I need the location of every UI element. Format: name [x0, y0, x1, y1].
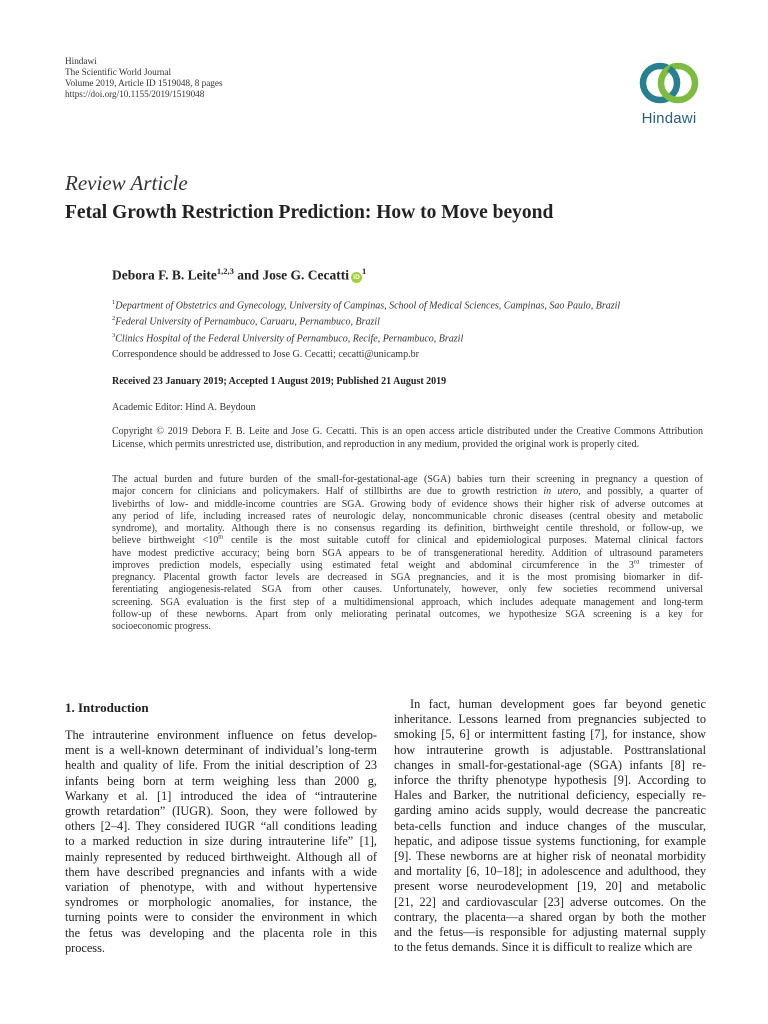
author-conjunction: and [233, 267, 263, 283]
orcid-icon[interactable]: iD [351, 272, 362, 283]
body-text-line: beta-cells function and induce changes of the muscular, [394, 818, 706, 833]
affiliation-text: Department of Obstetrics and Gynecology, University of Campinas, School of Medical Sciences, Campinas, Sao Paulo, Brazil [115, 300, 621, 312]
affiliation-item [112, 329, 732, 345]
body-text-line: variation of phenotype, with and without hypertensive [65, 880, 377, 895]
logo-word: Hindawi [641, 110, 697, 127]
body-text-line: present worse neurodevelopment [19, 20] and metabolic [394, 879, 706, 894]
affiliation-marker: 1 [112, 299, 116, 306]
publication-dates: Received 23 January 2019; Accepted 1 August 2019; Published 21 August 2019 [112, 376, 447, 387]
hindawi-logo-icon [638, 58, 700, 108]
abstract-line: ferentiating angiogenesis-related SGA from other causes. Unfortunately, however, only few societies recommend universal [112, 584, 703, 596]
body-text-line: inforce the thrifty phenotype hypothesis [9]. According to [394, 773, 706, 788]
affiliations [112, 296, 732, 345]
affiliation-marker: 2 [112, 315, 116, 323]
body-text-line: them have described pregnancies and infants with a wide [65, 864, 377, 879]
author-name[interactable]: Debora F. B. Leite [112, 267, 217, 283]
body-text-line: growth retardation” (IUGR). Soon, they were followed by [65, 804, 377, 819]
author-affiliation-marker: 1 [362, 266, 367, 276]
affiliation-item [112, 312, 732, 328]
abstract-line: The actual burden and future burden of the small-for-gestational-age (SGA) babies turn their screening in pregnancy a question of [112, 474, 703, 485]
body-text-line: hepatic, and adipose tissue systems functioning, for example [394, 833, 706, 848]
abstract-line: follow-up of these newborns. Apart from only meliorating perinatal outcomes, we hypothesize SGA screening is a key for [112, 608, 703, 620]
body-text-line: process. [65, 940, 105, 955]
copyright-notice: Copyright © 2019 Debora F. B. Leite and Jose G. Cecatti. This is an open access article distributed under the Creative Commons Attribution License, which permits unrestricted use, distribution, and reproduction in any medium, provided the original work is properly cited. [112, 426, 703, 450]
body-text-line: inheritance. Lessons learned from pregnancies subjected to [394, 712, 706, 727]
volume-info: Volume 2019, Article ID 1519048, 8 pages [65, 78, 223, 88]
correspondence: Correspondence should be addressed to Jose G. Cecatti; cecatti@unicamp.br [112, 349, 419, 360]
body-text-line: others [2–4]. They considered IUGR “all conditions leading [65, 819, 377, 834]
author-name[interactable]: Jose G. Cecatti [262, 267, 350, 283]
body-text-line: to a marked reduction in size during intrauterine life” [1], [65, 834, 377, 849]
body-text-line: turning points were to consider the environment in which [65, 910, 377, 925]
journal-meta [65, 56, 223, 100]
affiliation-text: Clinics Hospital of the Federal University of Pernambuco, Recife, Pernambuco, Brazil [115, 332, 464, 344]
body-text-line: ment is a well-known determinant of individual’s long-term [65, 743, 377, 758]
abstract-line: pregnancy. Placental growth factor levels are decreased in SGA pregnancies, and it is the most promising biomarker in dif- [112, 572, 703, 583]
abstract-line: socioeconomic progress. [112, 621, 211, 632]
academic-editor: Academic Editor: Hind A. Beydoun [112, 402, 256, 413]
body-text-line: smoking [5, 6] or intermittent fasting [7], for instance, show [394, 727, 706, 742]
publisher-name: Hindawi [65, 56, 97, 66]
body-text-line: Hales and Barker, the nutritional deficiency, especially re- [394, 788, 706, 803]
section-heading: 1. Introduction [65, 700, 149, 715]
article-title: Fetal Growth Restriction Prediction: How to Move beyond [65, 202, 554, 223]
hindawi-logo [630, 58, 708, 138]
body-text-line: and mortality [6, 10–18]; in adolescence and adulthood, they [394, 864, 706, 879]
body-column-left [65, 697, 377, 956]
body-text-line: the fetus was developing and the placenta role in this [65, 925, 377, 940]
body-text-line: how intrauterine growth is adjustable. Posttranslational [394, 742, 706, 757]
affiliation-text: Federal University of Pernambuco, Caruaru, Pernambuco, Brazil [115, 316, 380, 328]
body-text-line: [21, 22] and cardiovascular [23] adverse outcomes. On the [394, 894, 706, 909]
body-text-line: In fact, human development goes far beyond genetic [410, 697, 706, 711]
body-text-line: syndromes or morphologic anomalies, for instance, the [65, 895, 377, 910]
affiliation-item [112, 296, 732, 312]
abstract-line: major concern for clinicians and policymakers. Half of stillbirths are due to growth restriction in utero, and possibly, a quarter of [112, 486, 703, 498]
abstract-line: improves prediction models, especially using estimated fetal weight and abdominal circumference in the 3rd trimester of [112, 559, 703, 571]
body-text-line: contrary, the placenta—a shared organ by both the mother [394, 909, 706, 924]
body-text-line: and the fetus—is responsible for adjusting maternal supply [394, 925, 706, 940]
body-text-line: health and quality of life. From the initial description of 23 [65, 758, 377, 773]
abstract-line: syndrome), and mortality. Although there is no consensus regarding its definition, birthweight centile threshold, or follow-up, we [112, 523, 703, 534]
body-text-line: Warkany et al. [1] introduced the idea of “intrauterine [65, 788, 377, 803]
doi-link[interactable]: https://doi.org/10.1155/2019/1519048 [65, 89, 205, 99]
abstract [112, 474, 703, 633]
abstract-line: believe birthweight <10th centile is the most suitable cutoff for clinical and epidemiological purposes. Maternal clinical factors [112, 535, 703, 547]
body-text-line: garding amino acids supply, would decrease the pancreatic [394, 803, 706, 818]
body-text-line: infants being born at term weighing less than 2000 g, [65, 773, 377, 788]
abstract-line: screening. SGA evaluation is the first step of a multidimensional approach, which includes adequate management and long-term [112, 596, 703, 608]
body-column-right [394, 697, 706, 955]
article-type: Review Article [65, 171, 188, 195]
body-text-line: mainly represented by reduced birthweight. Although all of [65, 849, 377, 864]
body-text-line: to the fetus demands. Since it is difficult to realize which are [394, 940, 693, 955]
body-text-line: The intrauterine environment influence on fetus develop- [65, 728, 377, 742]
affiliation-marker: 3 [112, 331, 116, 339]
body-text-line: changes in small-for-gestational-age (SGA) infants [8] re- [394, 757, 706, 772]
author-list [112, 266, 366, 284]
body-text-line: [9]. These newborns are at higher risk of neonatal morbidity [394, 849, 706, 864]
journal-name: The Scientific World Journal [65, 67, 171, 77]
author-affiliation-marker: 1,2,3 [216, 266, 234, 276]
abstract-line: any period of life, including increased rates of neurologic delay, noncommunicable chronic diseases (central obesity and metabolic [112, 510, 703, 522]
abstract-line: livebirths of low- and middle-income countries are SGA. Growing body of evidence shows their higher risk of adverse outcomes at [112, 498, 703, 510]
abstract-line: have modest predictive accuracy; being born SGA appears to be of transgenerational heredity. Addition of ultrasound parameters [112, 547, 703, 559]
